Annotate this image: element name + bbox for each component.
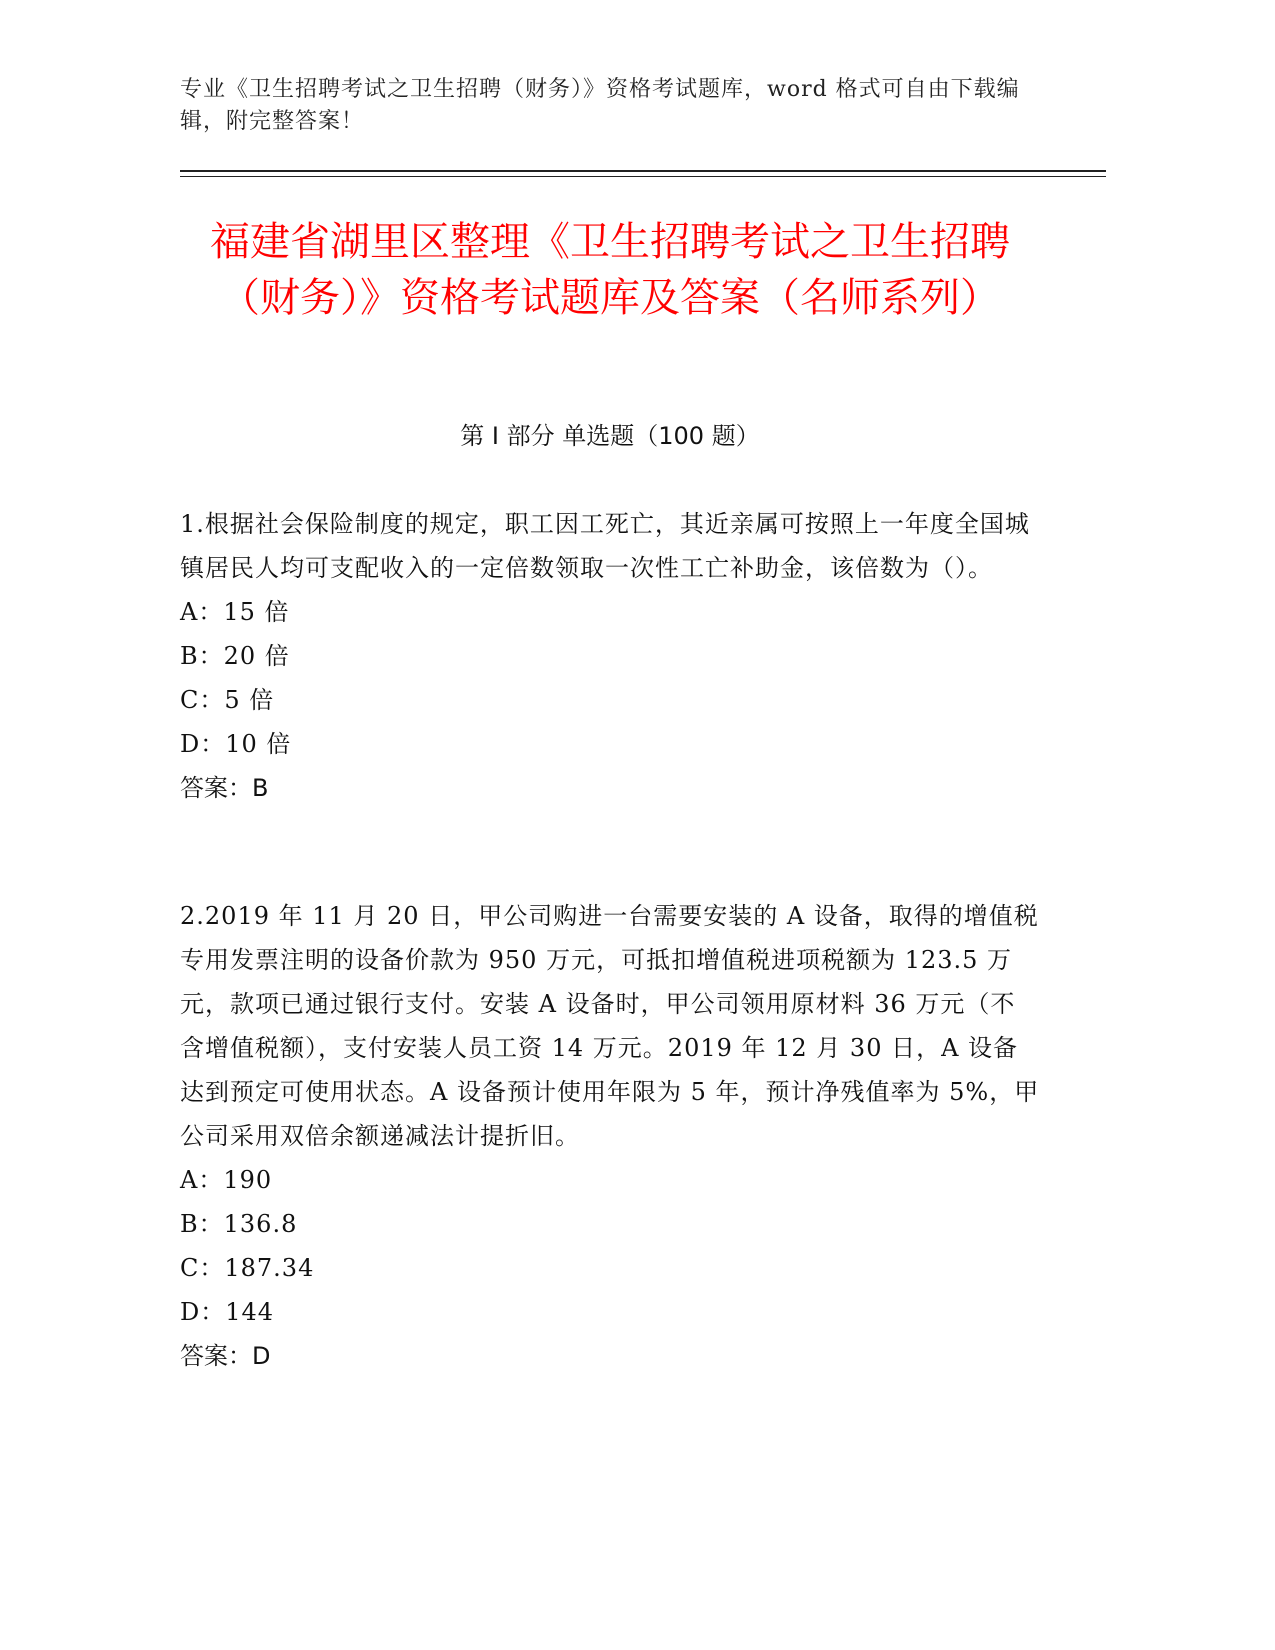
option-b: B：136.8 xyxy=(180,1210,298,1238)
option-b: B：20 倍 xyxy=(180,642,290,670)
answer-line: 答案：B xyxy=(180,774,269,802)
question-stem: 1.根据社会保险制度的规定，职工因工死亡，其近亲属可按照上一年度全国城镇居民人均可支配收入的一定倍数领取一次性工亡补助金，该倍数为（）。 xyxy=(180,510,1030,582)
header-divider-thin xyxy=(180,176,1106,177)
header-divider-thick xyxy=(180,170,1106,172)
option-d: D：10 倍 xyxy=(180,730,292,758)
document-title: 福建省湖里区整理《卫生招聘考试之卫生招聘（财务）》资格考试题库及答案（名师系列） xyxy=(210,219,1010,321)
section-title: 第 I 部分 单选题（100 题） xyxy=(460,422,760,450)
option-c: C：187.34 xyxy=(180,1254,315,1282)
question-stem: 2.2019 年 11 月 20 日，甲公司购进一台需要安装的 A 设备，取得的增值税专用发票注明的设备价款为 950 万元，可抵扣增值税进项税额为 123.5 万元，款项已通过银行支付。安装 A 设备时，甲公司领用原材料 36 万元（不含增值税额），支付安装人员工资 14 万元。2019 年 12 月 30 日，A 设备达到预定可使用状态。A 设备预计使用年限为 5 年，预计净残值率为 5%，甲公司采用双倍余额递减法计提折旧。 xyxy=(180,902,1040,1150)
option-d: D：144 xyxy=(180,1298,275,1326)
question-2 xyxy=(180,894,1040,1378)
header-note: 专业《卫生招聘考试之卫生招聘（财务）》资格考试题库，word 格式可自由下载编辑，附完整答案！ xyxy=(180,77,1020,134)
option-a: A：15 倍 xyxy=(180,598,290,626)
answer-line: 答案：D xyxy=(180,1342,271,1370)
option-c: C：5 倍 xyxy=(180,686,275,714)
option-a: A：190 xyxy=(180,1166,273,1194)
question-1 xyxy=(180,502,1040,810)
